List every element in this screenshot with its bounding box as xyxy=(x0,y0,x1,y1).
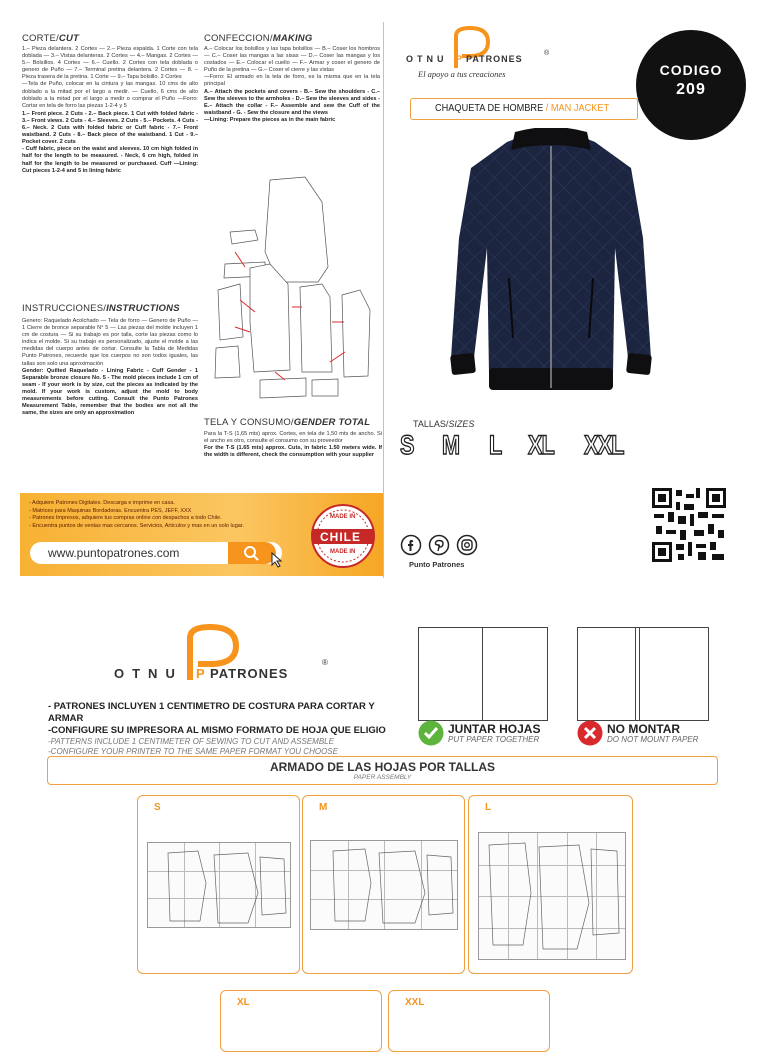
brand-p-large: P xyxy=(196,666,205,681)
brand-left-text: OTNU xyxy=(406,54,448,64)
sheet-layout xyxy=(147,842,291,928)
size-card-S xyxy=(137,795,300,974)
making-section xyxy=(204,46,380,124)
promo-banner xyxy=(20,493,383,576)
making-text-en: A.– Attach the pockets and covers - B.– Sew the shoulders - C.– Sew the sleeves to the armholes - D.– Sew the sleeves and sides - E.– Attach the collar - F.– Assemble and sew the Cuff of the waistband - G. - Sew the closure and the views xyxy=(204,88,380,116)
fabric-text-en: For the T-S (1.65 mts) approx. Cuts, in fabric 1.50 meters wide. If the width is different, check the consumption with your supplier xyxy=(204,445,382,459)
badge-top-text: MADE IN xyxy=(330,514,356,520)
instructions-text-es: Genero: Raquelado Acolchado — Tela de forro — Genero de Puño — 1 Cierre de bronce separable N° 5 — Las piezas del molde incluyen 1 cm de costura — Si su trabajo es por talla, corte las piezas como lo indica el molde. Si su trabajo es personalizado, ajuste el molde a las medidas del cuerpo antes de cortar. Consulte la Tabla de Medidas Punto Patrones, recuerde que los cuerpos no son todos iguales, las tallas son solo una aproximación xyxy=(22,318,198,367)
cut-text-es-2: —Tela de Puño, colocar en la cintura y las mangas. 10 cms de alto doblado a la mitad por el largo a medir. — Cuello, 6 cms de alto doblado a la mitad por el largo a medir o comprar el Puño —Forro: Cortar en tela de forro las piezas 1-2-4 y 5 xyxy=(22,81,198,109)
cross-badge xyxy=(577,720,603,746)
promo-item: - Encuentra puntos de ventas mas cercanos. Servicios, Articulos y mas en un solo lugar. xyxy=(29,522,244,529)
instagram-icon[interactable] xyxy=(456,534,478,556)
join-label: JUNTAR HOJAS xyxy=(448,722,541,736)
overlap-divider xyxy=(635,628,640,720)
assembly-title: ARMADO DE LAS HOJAS POR TALLAS xyxy=(269,760,496,774)
promo-item: - Adquiere Patrones Digitales. Descarga e imprime en casa. xyxy=(29,500,175,506)
promo-list xyxy=(29,500,319,530)
card-label: L xyxy=(485,802,492,813)
code-number: 209 xyxy=(676,81,706,98)
size-XXL: XXL xyxy=(584,430,624,460)
assembly-title-box xyxy=(47,756,718,785)
product-title xyxy=(435,103,609,114)
search-icon xyxy=(228,542,276,564)
cursor-icon xyxy=(270,552,284,568)
search-button[interactable] xyxy=(228,542,276,564)
making-text-es: A.– Colocar los bolsillos y las tapa bolsillos — B.– Coser los hombros — C.– Coser las mangas a las sisas — D.– Coser las mangas y los costados — E.– Colocar el cuello — F.– Armar y coser el genero de Puño de la pretina — G.– Coser el cierre y las vistas xyxy=(204,46,380,74)
pinterest-icon[interactable] xyxy=(428,534,450,556)
cut-text-es: 1.– Pieza delantera. 2 Cortes — 2.– Pieza espalda. 1 Corte con tela doblada — 3.– Vistas delanteras. 2 Cortes — 4.– Mangas. 2 Cortes — 5.– Bolsillos. 4 Cortes — 6.– Cuello. 2 Cortes con tela doblada o genero de Puño — 7.– Terminal pretina delantera. 2 Cortes — 8. – Pieza trasera de la pretina. 1 Corte — 9.– Tapa bolsillo. 2 Cortes xyxy=(22,46,198,81)
code-label: CODIGO xyxy=(659,62,723,78)
size-XL: XL xyxy=(528,430,555,460)
instructions-heading: INSTRUCCIONES/INSTRUCTIONS xyxy=(22,303,180,314)
join-divider xyxy=(482,628,483,720)
social-icons xyxy=(400,534,480,556)
size-card-M xyxy=(302,795,465,974)
promo-item: - Matrices para Maquinas Bordadoras. Encuentra PES, JEFF, XXX xyxy=(29,507,192,514)
sizes-heading: TALLAS/SIZES xyxy=(413,419,475,429)
product-title-box xyxy=(410,98,638,120)
print-note: -CONFIGURE SU IMPRESORA AL MISMO FORMATO DE HOJA QUE ELIGIO xyxy=(48,725,386,736)
url-search-bar[interactable] xyxy=(30,542,282,564)
print-notes xyxy=(48,701,408,757)
card-label: XXL xyxy=(405,997,425,1008)
print-note-en: -PATTERNS INCLUDE 1 CENTIMETER OF SEWING TO CUT AND ASSEMBLE xyxy=(48,737,334,746)
brand-right-large: PATRONES xyxy=(210,666,289,681)
assembly-sub: PAPER ASSEMBLY xyxy=(353,774,412,781)
url-text: www.puntopatrones.com xyxy=(48,546,180,560)
print-note-en: -CONFIGURE YOUR PRINTER TO THE SAME PAPER FORMAT YOU CHOOSE xyxy=(48,747,338,756)
no-mount-illustration xyxy=(577,627,709,721)
jacket-illustration xyxy=(445,128,657,400)
code-badge xyxy=(636,30,746,140)
close-icon xyxy=(577,720,603,746)
size-S: S xyxy=(400,430,414,460)
badge-main-text: CHILE xyxy=(320,530,361,544)
sheet-pieces xyxy=(311,841,457,929)
check-icon xyxy=(418,720,444,746)
join-sub: PUT PAPER TOGETHER xyxy=(448,735,540,744)
product-title-sep: / xyxy=(543,103,551,114)
size-card-L xyxy=(468,795,633,974)
jacket-image xyxy=(445,128,657,400)
facebook-icon[interactable] xyxy=(400,534,422,556)
fabric-text-es: Para la T-S (1,65 mts) aprox. Cortes, en tela de 1,50 mts de ancho. Si el ancho es otro, consulte el consumo con su proveedor xyxy=(204,431,382,445)
card-label: XL xyxy=(237,997,250,1008)
making-text-es-2: —Forro: El armado en la tela de forro, es la misma que en la tela principal xyxy=(204,74,380,88)
registered-mark: ® xyxy=(544,50,550,57)
fabric-heading: TELA Y CONSUMO/GENDER TOTAL xyxy=(204,417,371,428)
badge-bottom-text: MADE IN xyxy=(330,549,356,555)
qr-code-icon xyxy=(650,486,728,564)
panel-border xyxy=(383,22,384,578)
cut-text-en: 1.– Front piece. 2 Cuts - 2.– Back piece. 1 Cut with folded fabric - 3.– Front views. 2 Cuts - 4.– Sleeves. 2 Cuts - 5.– Pockets. 4 Cuts - 6.– Neck. 2 Cuts with folded fabric or Cuff fabric - 7.– Front waistband. 2 Cuts - 8.– Back piece of the waistband. 1 Cut - 9.– Pocket cover. 2 cuts xyxy=(22,110,198,146)
size-M: M xyxy=(442,430,460,460)
size-card-XL xyxy=(220,990,382,1052)
cut-heading: CORTE/CUT xyxy=(22,33,80,44)
promo-item: - Patrones Impresos, adquiere tus compras online con despachos a todo Chile. xyxy=(29,515,222,521)
qr-code[interactable] xyxy=(650,486,728,564)
pattern-pieces-svg xyxy=(210,172,380,412)
card-label: S xyxy=(154,802,161,813)
registered-mark-large: ® xyxy=(322,658,328,667)
sheet-pieces xyxy=(479,833,625,959)
card-label: M xyxy=(319,802,328,813)
brand-logo xyxy=(402,26,562,96)
join-sheets-illustration xyxy=(418,627,548,721)
brand-p-text: P xyxy=(456,54,463,64)
social-handle: Punto Patrones xyxy=(409,560,465,569)
brand-left-large: OTNU xyxy=(114,666,183,681)
check-badge xyxy=(418,720,444,746)
brand-right-text: PATRONES xyxy=(466,54,523,64)
making-heading: CONFECCION/MAKING xyxy=(204,33,313,44)
fabric-section xyxy=(204,431,382,459)
tagline: El apoyo a tus creaciones xyxy=(418,69,506,79)
sheet-layout xyxy=(310,840,458,930)
cut-text-en-2: - Cuff fabric, piece on the waist and sleeves. 10 cm high folded in half for the length to be measured. - Neck, 6 cm high, folded in half for the length to be measured or purchased. Cuff —Lining: Cut pieces 1-2-4 and 5 in lining fabric xyxy=(22,146,198,174)
pattern-pieces-diagram xyxy=(210,172,380,412)
product-title-es: CHAQUETA DE HOMBRE xyxy=(435,103,544,114)
product-title-en: MAN JACKET xyxy=(550,103,610,114)
size-L: L xyxy=(489,430,502,460)
cut-section xyxy=(22,46,198,175)
print-note: - PATRONES INCLUYEN 1 CENTIMETRO DE COSTURA PARA CORTAR Y ARMAR xyxy=(48,701,375,724)
instructions-text-en: Gender: Quilted Raquelado - Lining Fabric - Cuff Gender - 1 Separable bronze closure No. 5 - The mold pieces include 1 cm of seam - If your work is by size, cut the pieces as indicated by the mold. If your work is custom, adjust the mold to body measurements before cutting. Consult the Punto Patrones Measurement Table, remember that the bodies are not all the same, the sizes are only an approximation xyxy=(22,367,198,417)
size-card-XXL xyxy=(388,990,550,1052)
nomount-label: NO MONTAR xyxy=(607,722,681,736)
brand-logo-large xyxy=(112,624,332,694)
making-text-en-2: —Lining: Prepare the pieces as in the main fabric xyxy=(204,116,336,123)
made-in-chile-badge xyxy=(310,503,376,569)
sheet-layout xyxy=(478,832,626,960)
nomount-sub: DO NOT MOUNT PAPER xyxy=(607,735,699,744)
instructions-section xyxy=(22,318,198,417)
sheet-pieces xyxy=(148,843,290,927)
